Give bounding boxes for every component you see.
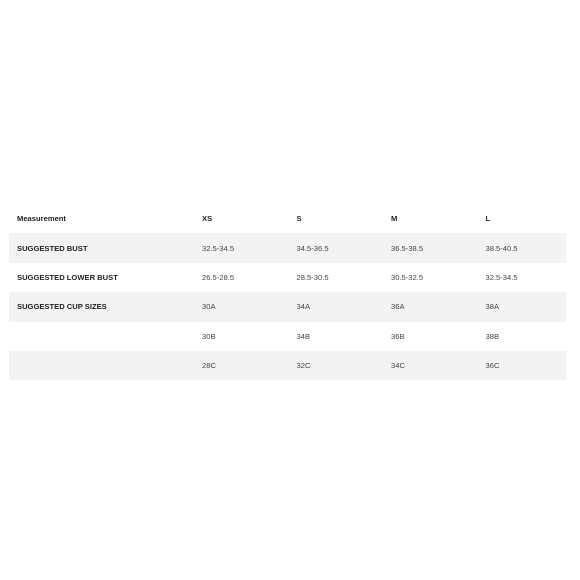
cell-m: 36A <box>391 302 405 312</box>
header-size-xs: XS <box>202 214 213 224</box>
row-label: SUGGESTED CUP SIZES <box>17 302 107 312</box>
cell-s: 32C <box>296 361 311 371</box>
row-label: SUGGESTED LOWER BUST <box>17 272 118 282</box>
table-row <box>9 292 566 321</box>
size-chart-table <box>9 204 566 380</box>
cell-m: 34C <box>391 361 405 371</box>
cell-m: 30.5-32.5 <box>391 272 424 282</box>
table-row <box>9 233 566 262</box>
table-row <box>9 322 566 351</box>
header-size-m: M <box>391 214 398 224</box>
cell-l: 36C <box>485 361 500 371</box>
cell-xs: 26.5-28.5 <box>202 272 235 282</box>
table-row <box>9 263 566 292</box>
cell-l: 32.5-34.5 <box>485 272 518 282</box>
cell-xs: 30B <box>202 331 216 341</box>
row-label: SUGGESTED BUST <box>17 243 88 253</box>
cell-xs: 32.5-34.5 <box>202 243 235 253</box>
cell-l: 38.5-40.5 <box>485 243 518 253</box>
header-size-l: L <box>485 214 491 224</box>
cell-xs: 30A <box>202 302 216 312</box>
cell-xs: 28C <box>202 361 216 371</box>
cell-m: 36.5-38.5 <box>391 243 424 253</box>
header-size-s: S <box>296 214 302 224</box>
cell-m: 36B <box>391 331 405 341</box>
table-header-row <box>9 204 566 233</box>
cell-s: 28.5-30.5 <box>296 272 329 282</box>
table-row <box>9 351 566 380</box>
cell-l: 38B <box>485 331 500 341</box>
header-measurement: Measurement <box>17 214 66 224</box>
cell-s: 34A <box>296 302 311 312</box>
cell-l: 38A <box>485 302 500 312</box>
cell-s: 34B <box>296 331 311 341</box>
cell-s: 34.5-36.5 <box>296 243 329 253</box>
